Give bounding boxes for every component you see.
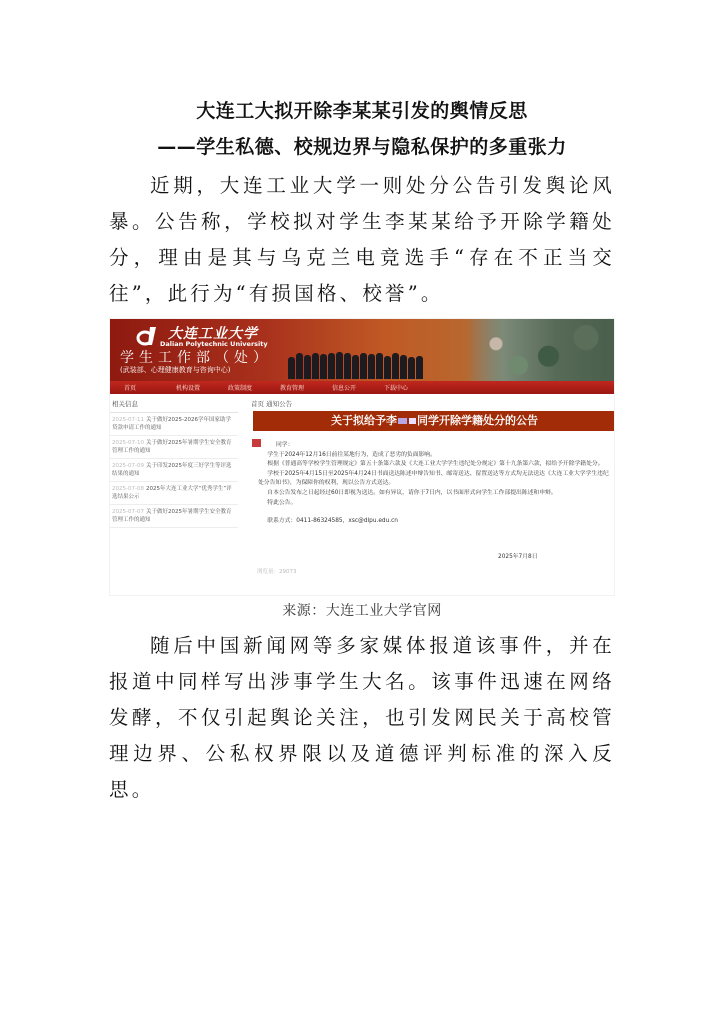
notice-paragraph: 学校于2025年4月15日至2025年4月24日书面送达陈述申辩告知书、邮寄送达、留置送达等方式均无法送达《大连工业大学学生违纪处分告知书》，为保障你的权利，现以公告方式送达。 xyxy=(258,470,609,487)
document-subtitle: ——学生私德、校规边界与隐私保护的多重张力 xyxy=(157,136,567,158)
redaction-mark xyxy=(409,418,416,424)
breadcrumb-notices[interactable]: 通知公告 xyxy=(266,400,293,408)
view-count: 浏览量：29073 xyxy=(257,569,297,575)
notice-paragraph: 自本公告发布之日起经过60日即视为送达。如有异议，请你于7日内，以书面形式向学生工作部提出陈述和申辩。 xyxy=(267,489,557,496)
nav-information-disclosure[interactable]: 信息公开 xyxy=(332,385,357,392)
notice-paragraph: 特此公告。 xyxy=(267,499,297,506)
sidebar-list-item[interactable]: 2025-07-11 关于做好2025-2026学年国家助学贷款申请工作的通知 xyxy=(110,413,238,436)
breadcrumb-home[interactable]: 首页 xyxy=(251,400,264,408)
notice-body xyxy=(258,441,614,527)
department-subtitle: (武装部、心理健康教育与咨询中心) xyxy=(120,366,231,374)
university-logo-icon xyxy=(136,325,158,347)
nav-home[interactable]: 首页 xyxy=(124,385,137,392)
nav-organization[interactable]: 机构设置 xyxy=(176,385,201,392)
document-title: 大连工大拟开除李某某引发的舆情反思 xyxy=(196,100,528,122)
notice-main-content xyxy=(250,399,615,596)
nav-education-management[interactable]: 教育管理 xyxy=(280,385,305,392)
site-banner xyxy=(110,319,615,381)
nav-policies[interactable]: 政策制度 xyxy=(228,385,253,392)
sidebar-list-item[interactable]: 2025-07-09 关于印发2025年度三好学生等评选结果的通知 xyxy=(110,459,238,482)
sidebar-list-item[interactable]: 2025-07-08 2025年大连工业大学“优秀学生”评选结果公示 xyxy=(110,482,238,505)
sidebar-list-item[interactable]: 2025-07-07 关于做好2025年暑期学生安全教育管理工作的通知 xyxy=(110,505,238,528)
notice-paragraph: 学生于2024年12月16日前往某地行为，造成了恶劣的负面影响。 xyxy=(267,451,436,458)
redaction-mark xyxy=(398,418,407,424)
banner-group-photo xyxy=(286,341,424,379)
nav-download-center[interactable]: 下载中心 xyxy=(384,385,409,392)
paragraph-intro: 近期，大连工业大学一则处分公告引发舆论风暴。公告称，学校拟对学生李某某给予开除学籍处分，理由是其与乌克兰电竞选手“存在不正当交往”，此行为“有损国格、校誉”。 xyxy=(109,174,615,305)
notice-title-prefix: 关于拟给予李 xyxy=(331,414,397,427)
figure-caption: 来源：大连工业大学官网 xyxy=(282,603,442,619)
banner-photo-military-training xyxy=(466,319,615,381)
notice-contact: 联系方式：0411-86324585，xsc@dlpu.edu.cn xyxy=(267,518,398,525)
breadcrumb xyxy=(250,399,615,409)
notice-title-bar xyxy=(253,411,615,431)
notice-paragraph: 根据《普通高等学校学生管理规定》第五十条第六款及《大连工业大学学生违纪处分规定》第十九条第六款，拟给予开除学籍处分。 xyxy=(267,461,604,468)
notice-salutation: 同学： xyxy=(276,442,294,448)
university-name-cn: 大连工业大学 xyxy=(168,326,258,342)
sidebar-list-item[interactable]: 2025-07-10 关于做好2025年暑期学生安全教育管理工作的通知 xyxy=(110,436,238,459)
department-name: 学生工作部（处） xyxy=(120,350,272,366)
embedded-website-screenshot xyxy=(109,318,615,596)
notice-date: 2025年7月8日 xyxy=(498,554,538,560)
related-info-sidebar xyxy=(110,399,238,528)
sidebar-title: 相关信息 xyxy=(110,399,238,413)
university-name-en: Dalian Polytechnic University xyxy=(160,340,268,348)
notice-title-suffix: 同学开除学籍处分的公告 xyxy=(417,414,538,427)
site-nav-bar xyxy=(110,381,615,394)
paragraph-media-coverage: 随后中国新闻网等多家媒体报道该事件，并在报道中同样写出涉事学生大名。该事件迅速在网络发酵，不仅引起舆论关注，也引发网民关于高校管理边界、公私权界限以及道德评判标准的深入反思。 xyxy=(109,634,615,801)
